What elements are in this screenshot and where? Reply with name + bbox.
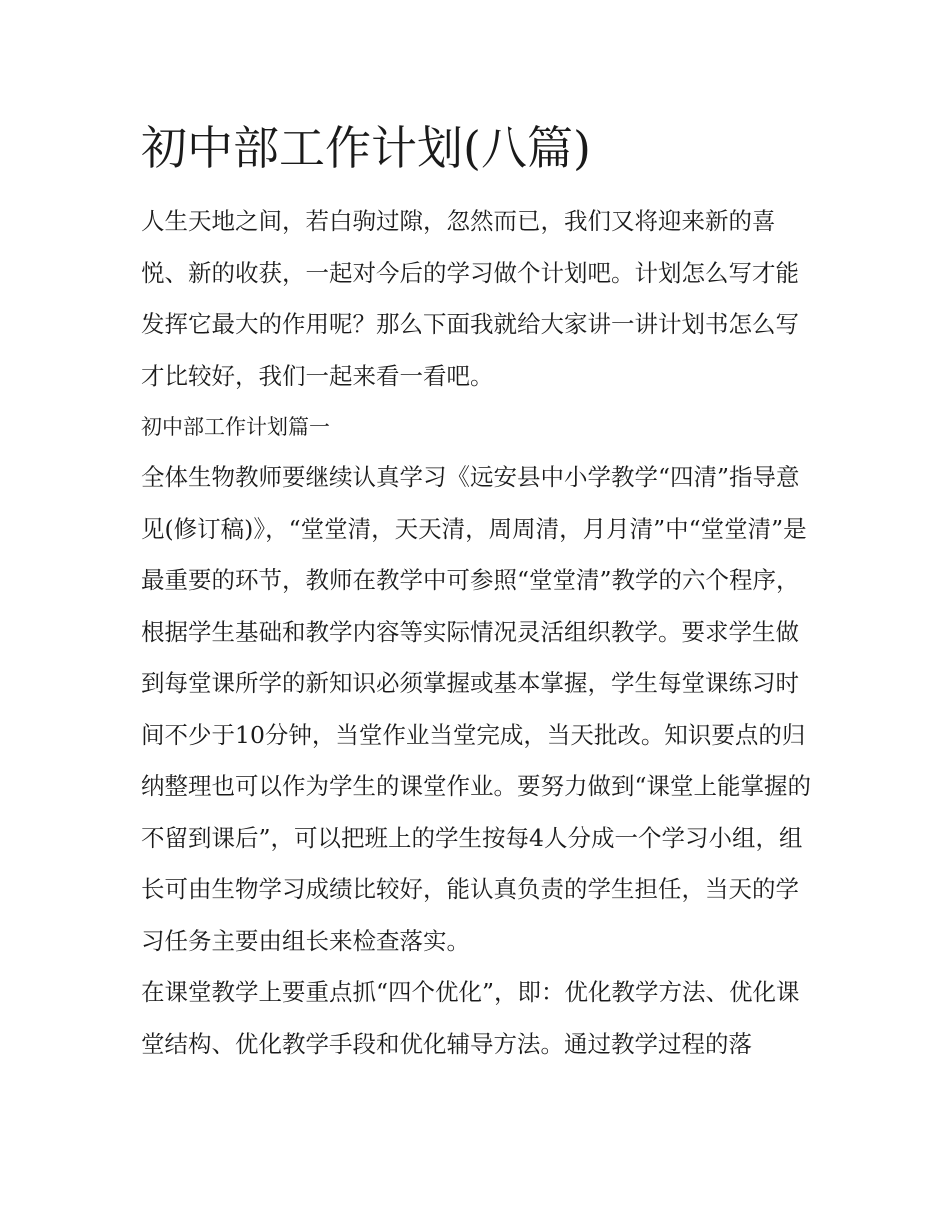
intro-paragraph: 人生天地之间，若白驹过隙，忽然而已，我们又将迎来新的喜悦、新的收获，一起对今后的学习做个计划吧。计划怎么写才能发挥它最大的作用呢？那么下面我就给大家讲一讲计划书怎么写才比较好，我们一起来看一看吧。	[141, 207, 799, 390]
section-heading: 初中部工作计划篇一	[141, 415, 330, 439]
body-paragraph-2: 在课堂教学上要重点抓“四个优化”，即：优化教学方法、优化课堂结构、优化教学手段和优化辅导方法。通过教学过程的落	[141, 978, 800, 1058]
document-page	[141, 112, 813, 1070]
body-paragraph-1: 全体生物教师要继续认真学习《远安县中小学教学“四清”指导意见(修订稿)》，“堂堂清，天天清，周周清，月月清”中“堂堂清”是最重要的环节，教师在教学中可参照“堂堂清”教学的六个程序，根据学生基础和教学内容等实际情况灵活组织教学。要求学生做到每堂课所学的新知识必须掌握或基本掌握，学生每堂课练习时间不少于10分钟，当堂作业当堂完成，当天批改。知识要点的归纳整理也可以作为学生的课堂作业。要努力做到“课堂上能掌握的不留到课后”，可以把班上的学生按每4人分成一个学习小组，组长可由生物学习成绩比较好，能认真负责的学生担任，当天的学习任务主要由组长来检查落实。	[141, 463, 812, 955]
document-title: 初中部工作计划(八篇)	[141, 121, 591, 175]
